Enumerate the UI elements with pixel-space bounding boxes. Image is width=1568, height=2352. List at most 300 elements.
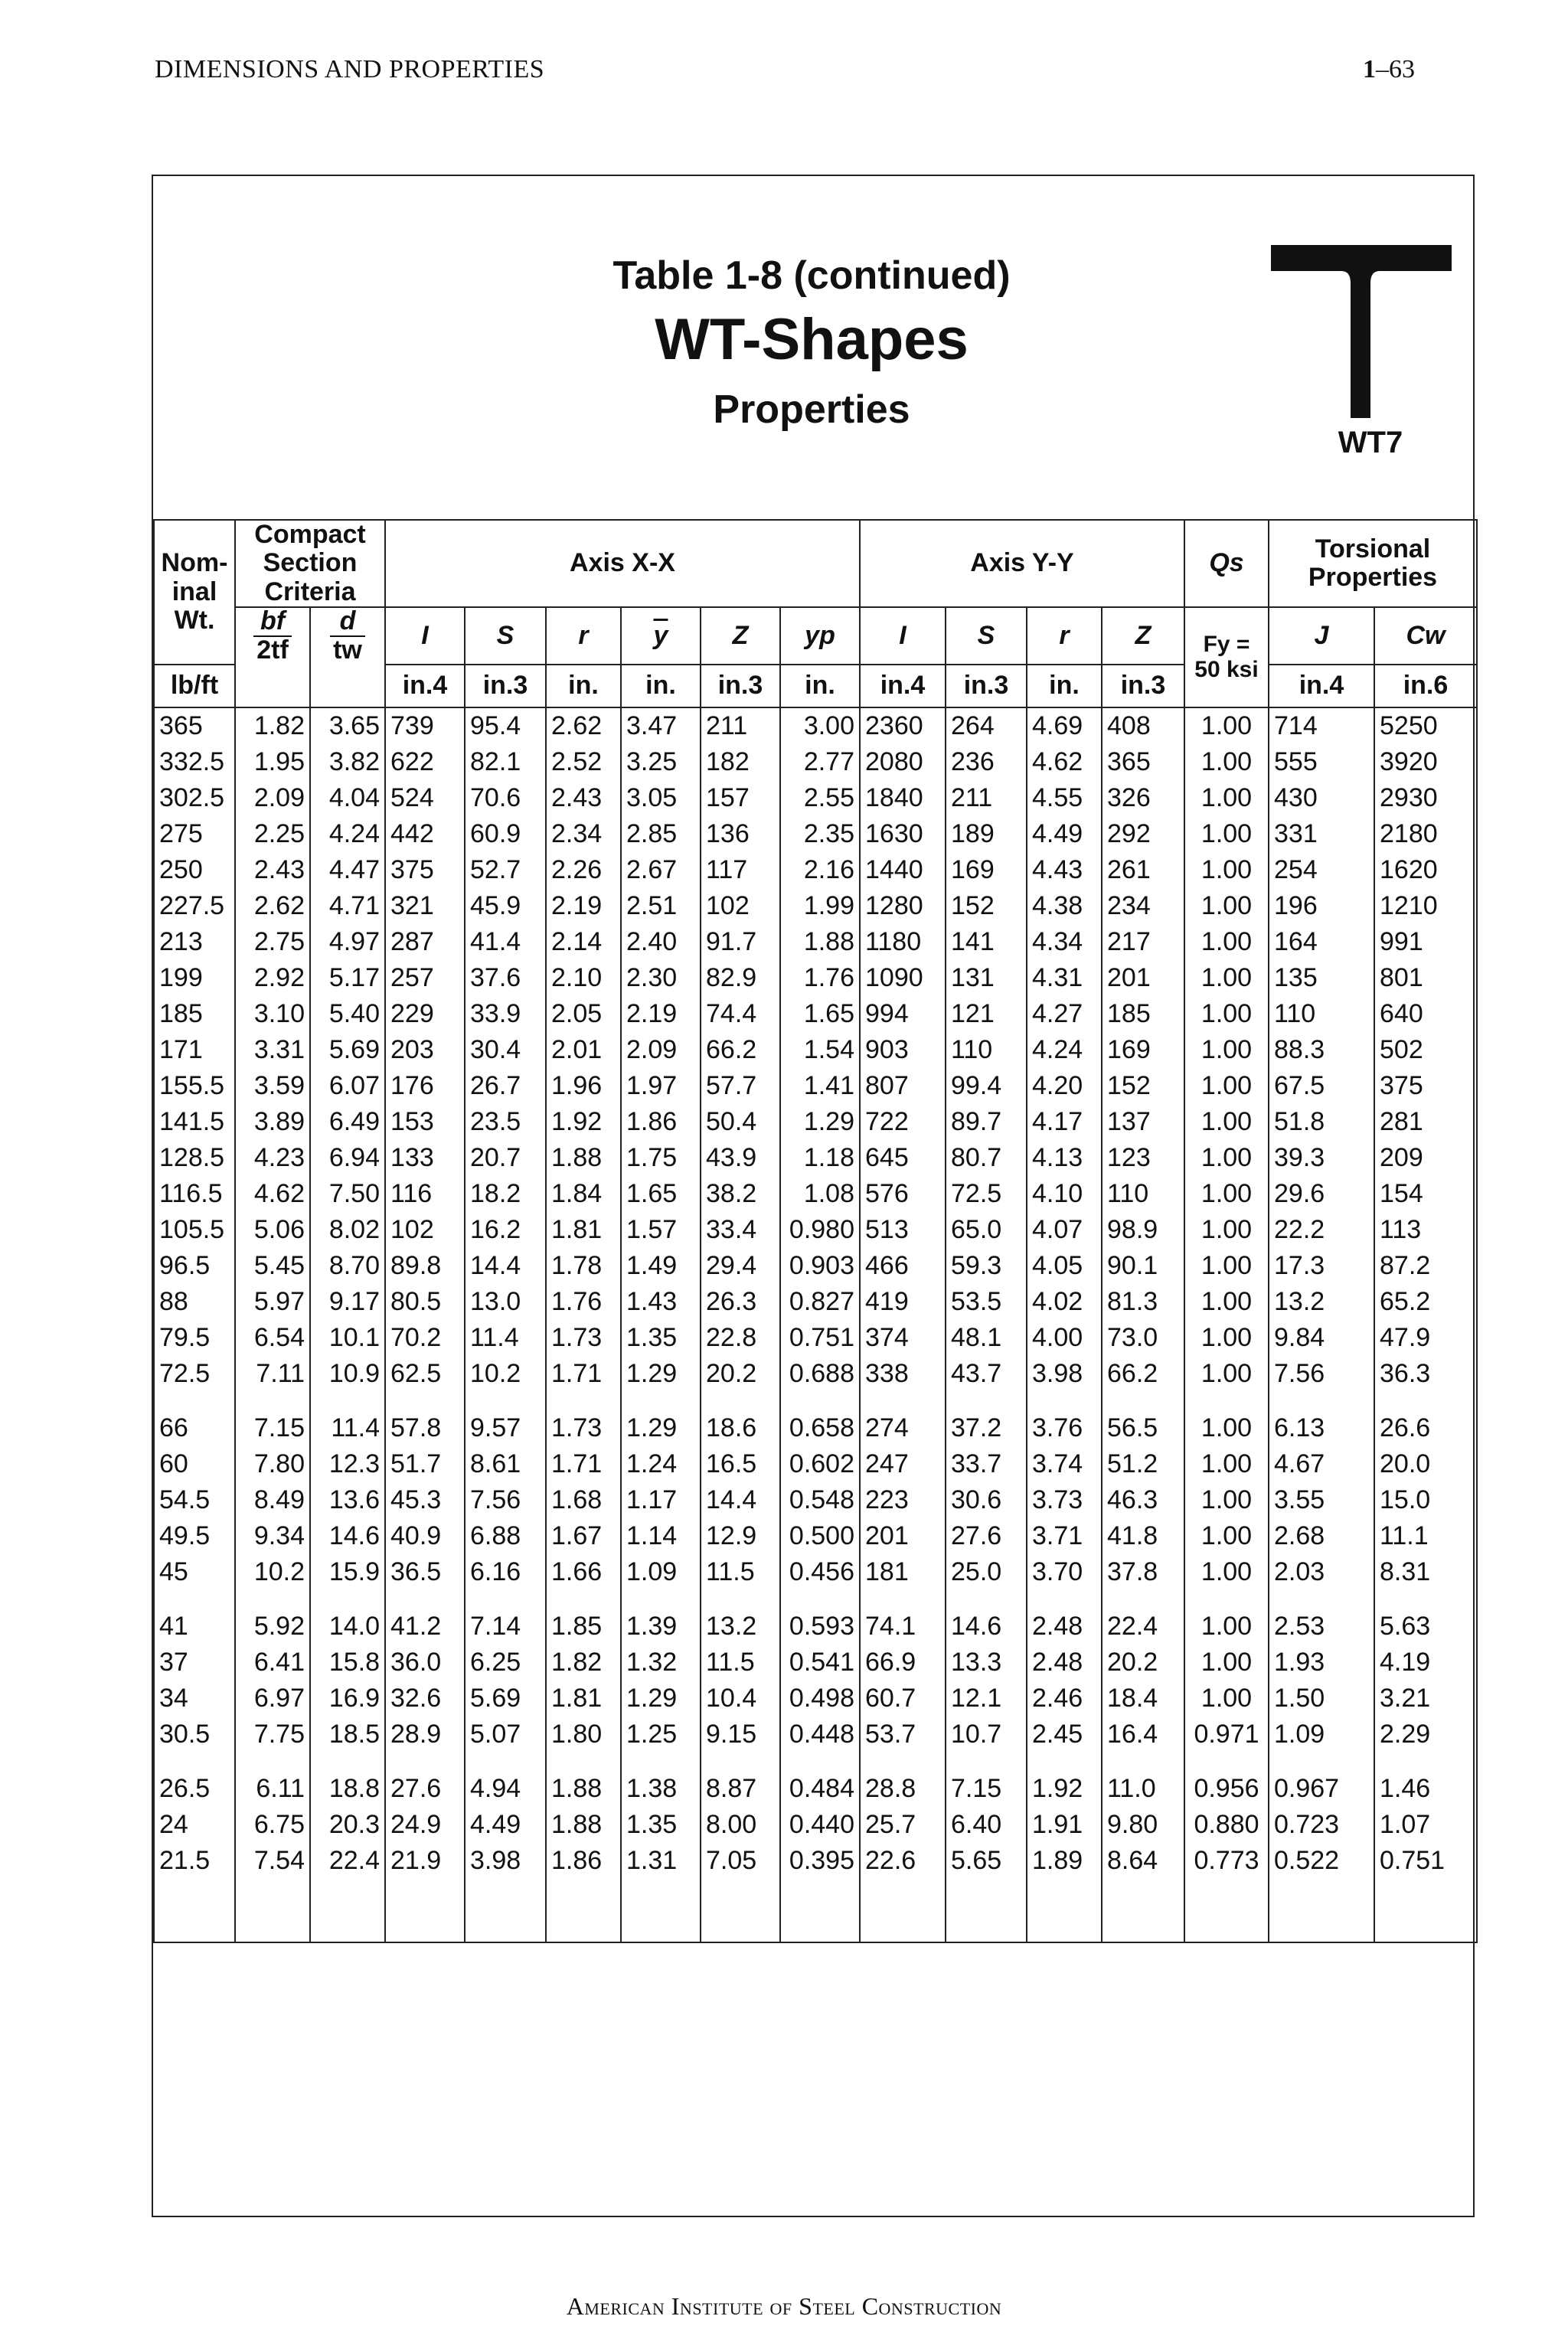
table-cell: 52.7 [465, 852, 546, 888]
table-cell: 4.55 [1027, 780, 1102, 816]
table-cell: 37.2 [946, 1410, 1027, 1446]
table-row [154, 1356, 1477, 1392]
table-cell: 74.1 [860, 1609, 946, 1645]
table-cell: 0.593 [780, 1609, 860, 1645]
table-cell: 3.00 [780, 707, 860, 744]
table-cell: 1.54 [780, 1032, 860, 1068]
end-cell [780, 1879, 860, 1942]
gap-cell [154, 1590, 235, 1609]
hdr-ry [1027, 607, 1102, 664]
zy-symbol: Z [1135, 620, 1152, 650]
table-cell: 0.484 [780, 1771, 860, 1807]
table-cell: 722 [860, 1104, 946, 1140]
table-cell: 1.24 [621, 1446, 701, 1482]
table-cell: 5.45 [235, 1248, 310, 1284]
gap-cell [385, 1753, 465, 1771]
table-cell: 5.06 [235, 1212, 310, 1248]
table-cell: 18.5 [310, 1717, 385, 1753]
table-cell: 9.84 [1269, 1320, 1374, 1356]
table-cell: 99.4 [946, 1068, 1027, 1104]
table-cell: 27.6 [385, 1771, 465, 1807]
table-cell: 4.13 [1027, 1140, 1102, 1176]
table-end [154, 1879, 1477, 1942]
table-cell: 1.29 [780, 1104, 860, 1140]
table-cell: 13.6 [310, 1482, 385, 1518]
fy-label: Fy = 50 ksi [1194, 632, 1259, 683]
table-cell: 1.88 [546, 1140, 621, 1176]
table-cell: 37 [154, 1645, 235, 1681]
table-cell: 0.880 [1184, 1807, 1269, 1843]
table-cell: 11.1 [1374, 1518, 1477, 1554]
table-cell: 4.02 [1027, 1284, 1102, 1320]
table-cell: 66 [154, 1410, 235, 1446]
table-row [154, 1807, 1477, 1843]
table-cell: 110 [946, 1032, 1027, 1068]
table-cell: 1.81 [546, 1212, 621, 1248]
table-cell: 3.70 [1027, 1554, 1102, 1590]
table-cell: 2.85 [621, 816, 701, 852]
torsional-label: Torsional Properties [1308, 534, 1438, 593]
table-cell: 8.70 [310, 1248, 385, 1284]
table-cell: 66.2 [701, 1032, 780, 1068]
table-cell: 1.71 [546, 1446, 621, 1482]
table-cell: 3.59 [235, 1068, 310, 1104]
table-cell: 4.47 [310, 852, 385, 888]
table-cell: 11.4 [465, 1320, 546, 1356]
table-cell: 1.43 [621, 1284, 701, 1320]
table-cell: 11.5 [701, 1554, 780, 1590]
gap-cell [701, 1590, 780, 1609]
table-cell: 365 [1102, 744, 1184, 780]
table-cell: 36.0 [385, 1645, 465, 1681]
table-cell: 53.5 [946, 1284, 1027, 1320]
table-cell: 10.4 [701, 1681, 780, 1717]
table-cell: 513 [860, 1212, 946, 1248]
gap-cell [1374, 1753, 1477, 1771]
table-row [154, 924, 1477, 960]
properties-table [153, 519, 1478, 1943]
page-number [1363, 55, 1415, 84]
table-cell: 4.07 [1027, 1212, 1102, 1248]
table-cell: 1.75 [621, 1140, 701, 1176]
table-cell: 14.4 [701, 1482, 780, 1518]
col-axis-xx: Axis X-X [385, 520, 860, 607]
table-cell: 3.74 [1027, 1446, 1102, 1482]
table-cell: 7.54 [235, 1843, 310, 1879]
table-cell: 2.25 [235, 816, 310, 852]
table-cell: 185 [154, 996, 235, 1032]
table-cell: 1.00 [1184, 924, 1269, 960]
table-cell: 23.5 [465, 1104, 546, 1140]
table-cell: 169 [946, 852, 1027, 888]
gap-cell [1374, 1590, 1477, 1609]
gap-cell [310, 1753, 385, 1771]
end-cell [1184, 1879, 1269, 1942]
table-cell: 2360 [860, 707, 946, 744]
unit-cw: in.6 [1374, 665, 1477, 707]
hdr-rx [546, 607, 621, 664]
col-nominal-weight: Nom- inal Wt. [154, 520, 235, 665]
table-cell: 2.77 [780, 744, 860, 780]
table-cell: 17.3 [1269, 1248, 1374, 1284]
table-cell: 13.2 [701, 1609, 780, 1645]
table-cell: 1.88 [546, 1807, 621, 1843]
table-cell: 59.3 [946, 1248, 1027, 1284]
table-cell: 88 [154, 1284, 235, 1320]
table-cell: 1.95 [235, 744, 310, 780]
gap-cell [465, 1392, 546, 1410]
table-cell: 16.2 [465, 1212, 546, 1248]
table-cell: 13.0 [465, 1284, 546, 1320]
table-cell: 1.97 [621, 1068, 701, 1104]
shape-designation: WT7 [1338, 426, 1403, 459]
table-cell: 12.1 [946, 1681, 1027, 1717]
table-cell: 6.94 [310, 1140, 385, 1176]
table-cell: 1630 [860, 816, 946, 852]
unit-sx: in.3 [465, 665, 546, 707]
table-row [154, 1717, 1477, 1753]
hdr-yp [780, 607, 860, 664]
table-cell: 1.00 [1184, 744, 1269, 780]
table-cell: 2.52 [546, 744, 621, 780]
end-cell [465, 1879, 546, 1942]
gap-cell [621, 1590, 701, 1609]
table-cell: 0.548 [780, 1482, 860, 1518]
table-cell: 739 [385, 707, 465, 744]
table-cell: 1.09 [621, 1554, 701, 1590]
table-cell: 2.55 [780, 780, 860, 816]
table-cell: 24 [154, 1807, 235, 1843]
unit-yp: in. [780, 665, 860, 707]
table-cell: 53.7 [860, 1717, 946, 1753]
table-cell: 2.09 [235, 780, 310, 816]
hdr-j [1269, 607, 1374, 664]
table-cell: 43.7 [946, 1356, 1027, 1392]
table-cell: 1.00 [1184, 1104, 1269, 1140]
table-cell: 201 [1102, 960, 1184, 996]
table-cell: 2.53 [1269, 1609, 1374, 1645]
table-cell: 3.31 [235, 1032, 310, 1068]
table-cell: 7.75 [235, 1717, 310, 1753]
table-cell: 4.43 [1027, 852, 1102, 888]
tw-symbol: tw [333, 635, 362, 665]
table-cell: 80.5 [385, 1284, 465, 1320]
gap-cell [465, 1753, 546, 1771]
table-cell: 292 [1102, 816, 1184, 852]
table-row [154, 1843, 1477, 1879]
gap-cell [946, 1753, 1027, 1771]
table-row [154, 1140, 1477, 1176]
table-cell: 95.4 [465, 707, 546, 744]
table-cell: 199 [154, 960, 235, 996]
table-cell: 30.4 [465, 1032, 546, 1068]
table-cell: 33.7 [946, 1446, 1027, 1482]
table-cell: 365 [154, 707, 235, 744]
table-cell: 1.38 [621, 1771, 701, 1807]
table-row [154, 1176, 1477, 1212]
table-cell: 10.2 [235, 1554, 310, 1590]
gap-cell [1102, 1753, 1184, 1771]
table-cell: 2.19 [621, 996, 701, 1032]
ybar-symbol: $\overline{y}$ [653, 620, 668, 650]
table-cell: 203 [385, 1032, 465, 1068]
table-cell: 13.2 [1269, 1284, 1374, 1320]
table-cell: 2.67 [621, 852, 701, 888]
table-cell: 5.97 [235, 1284, 310, 1320]
table-cell: 1.00 [1184, 1645, 1269, 1681]
table-cell: 2.10 [546, 960, 621, 996]
iy-symbol: I [899, 620, 906, 650]
table-cell: 1210 [1374, 888, 1477, 924]
table-cell: 0.602 [780, 1446, 860, 1482]
table-cell: 1.41 [780, 1068, 860, 1104]
table-cell: 9.57 [465, 1410, 546, 1446]
table-cell: 1.29 [621, 1410, 701, 1446]
table-cell: 5.69 [465, 1681, 546, 1717]
table-cell: 2.40 [621, 924, 701, 960]
table-cell: 34 [154, 1681, 235, 1717]
table-cell: 4.20 [1027, 1068, 1102, 1104]
table-cell: 18.2 [465, 1176, 546, 1212]
j-symbol: J [1314, 620, 1329, 650]
table-cell: 7.80 [235, 1446, 310, 1482]
table-cell: 7.11 [235, 1356, 310, 1392]
table-cell: 287 [385, 924, 465, 960]
table-cell: 0.751 [780, 1320, 860, 1356]
table-cell: 2.03 [1269, 1554, 1374, 1590]
table-cell: 37.8 [1102, 1554, 1184, 1590]
table-cell: 0.522 [1269, 1843, 1374, 1879]
table-cell: 0.971 [1184, 1717, 1269, 1753]
table-cell: 6.75 [235, 1807, 310, 1843]
table-cell: 2.29 [1374, 1717, 1477, 1753]
table-cell: 157 [701, 780, 780, 816]
table-cell: 274 [860, 1410, 946, 1446]
table-cell: 8.00 [701, 1807, 780, 1843]
table-cell: 121 [946, 996, 1027, 1032]
table-cell: 12.3 [310, 1446, 385, 1482]
gap-cell [310, 1392, 385, 1410]
table-cell: 807 [860, 1068, 946, 1104]
table-cell: 801 [1374, 960, 1477, 996]
table-cell: 181 [860, 1554, 946, 1590]
table-cell: 62.5 [385, 1356, 465, 1392]
table-cell: 1.00 [1184, 960, 1269, 996]
table-cell: 185 [1102, 996, 1184, 1032]
table-cell: 4.49 [465, 1807, 546, 1843]
col-compact-section-criteria [235, 520, 385, 607]
table-cell: 46.3 [1102, 1482, 1184, 1518]
table-cell: 48.1 [946, 1320, 1027, 1356]
table-cell: 25.7 [860, 1807, 946, 1843]
table-cell: 39.3 [1269, 1140, 1374, 1176]
table-row [154, 1482, 1477, 1518]
table-cell: 524 [385, 780, 465, 816]
table-cell: 1.68 [546, 1482, 621, 1518]
table-cell: 9.80 [1102, 1807, 1184, 1843]
table-cell: 0.456 [780, 1554, 860, 1590]
col-torsional-properties [1269, 520, 1477, 607]
table-cell: 21.5 [154, 1843, 235, 1879]
table-cell: 96.5 [154, 1248, 235, 1284]
gap-cell [1102, 1590, 1184, 1609]
table-cell: 0.751 [1374, 1843, 1477, 1879]
table-cell: 502 [1374, 1032, 1477, 1068]
end-cell [546, 1879, 621, 1942]
table-cell: 466 [860, 1248, 946, 1284]
table-cell: 2080 [860, 744, 946, 780]
table-cell: 3.98 [465, 1843, 546, 1879]
table-cell: 50.4 [701, 1104, 780, 1140]
table-cell: 8.61 [465, 1446, 546, 1482]
gap-cell [154, 1392, 235, 1410]
table-cell: 51.7 [385, 1446, 465, 1482]
table-cell: 375 [1374, 1068, 1477, 1104]
table-cell: 22.4 [310, 1843, 385, 1879]
table-cell: 1.00 [1184, 707, 1269, 744]
table-cell: 45.3 [385, 1482, 465, 1518]
table-cell: 4.24 [310, 816, 385, 852]
gap-cell [385, 1590, 465, 1609]
end-cell [310, 1879, 385, 1942]
unit-blank-2 [310, 665, 385, 707]
table-cell: 1.50 [1269, 1681, 1374, 1717]
table-cell: 152 [946, 888, 1027, 924]
table-cell: 2.48 [1027, 1609, 1102, 1645]
table-cell: 1.57 [621, 1212, 701, 1248]
unit-iy: in.4 [860, 665, 946, 707]
table-row [154, 1410, 1477, 1446]
table-cell: 128.5 [154, 1140, 235, 1176]
bf-symbol: bf [253, 608, 292, 637]
table-cell: 10.2 [465, 1356, 546, 1392]
table-cell: 11.5 [701, 1645, 780, 1681]
gap-cell [1102, 1392, 1184, 1410]
table-cell: 1.73 [546, 1410, 621, 1446]
table-cell: 2.14 [546, 924, 621, 960]
table-cell: 33.4 [701, 1212, 780, 1248]
table-cell: 6.41 [235, 1645, 310, 1681]
gap-cell [946, 1590, 1027, 1609]
table-cell: 20.2 [701, 1356, 780, 1392]
table-cell: 1.92 [1027, 1771, 1102, 1807]
table-cell: 2.48 [1027, 1645, 1102, 1681]
table-cell: 6.25 [465, 1645, 546, 1681]
table-cell: 41.8 [1102, 1518, 1184, 1554]
table-cell: 9.15 [701, 1717, 780, 1753]
table-row [154, 707, 1477, 744]
table-cell: 6.54 [235, 1320, 310, 1356]
end-cell [701, 1879, 780, 1942]
table-cell: 1.00 [1184, 1068, 1269, 1104]
table-cell: 2.43 [546, 780, 621, 816]
gap-cell [860, 1392, 946, 1410]
table-cell: 645 [860, 1140, 946, 1176]
table-cell: 8.31 [1374, 1554, 1477, 1590]
table-cell: 10.7 [946, 1717, 1027, 1753]
table-cell: 5.92 [235, 1609, 310, 1645]
table-cell: 4.24 [1027, 1032, 1102, 1068]
table-cell: 18.8 [310, 1771, 385, 1807]
unit-ry: in. [1027, 665, 1102, 707]
table-cell: 254 [1269, 852, 1374, 888]
table-subtitle: Properties [713, 387, 910, 432]
table-cell: 14.6 [946, 1609, 1027, 1645]
table-cell: 1.00 [1184, 1681, 1269, 1717]
table-cell: 622 [385, 744, 465, 780]
table-cell: 164 [1269, 924, 1374, 960]
table-cell: 3.10 [235, 996, 310, 1032]
table-cell: 1.00 [1184, 1356, 1269, 1392]
table-cell: 2.62 [235, 888, 310, 924]
table-cell: 419 [860, 1284, 946, 1320]
table-cell: 2.30 [621, 960, 701, 996]
table-cell: 640 [1374, 996, 1477, 1032]
table-cell: 4.71 [310, 888, 385, 924]
gap-cell [1027, 1392, 1102, 1410]
table-cell: 1.78 [546, 1248, 621, 1284]
table-cell: 45.9 [465, 888, 546, 924]
table-cell: 1.49 [621, 1248, 701, 1284]
table-cell: 4.17 [1027, 1104, 1102, 1140]
gap-cell [1184, 1392, 1269, 1410]
table-cell: 30.6 [946, 1482, 1027, 1518]
table-cell: 257 [385, 960, 465, 996]
table-cell: 1.00 [1184, 780, 1269, 816]
table-cell: 4.67 [1269, 1446, 1374, 1482]
table-cell: 275 [154, 816, 235, 852]
gap-cell [621, 1753, 701, 1771]
gap-cell [780, 1392, 860, 1410]
table-cell: 576 [860, 1176, 946, 1212]
table-cell: 2.09 [621, 1032, 701, 1068]
table-cell: 0.827 [780, 1284, 860, 1320]
table-cell: 54.5 [154, 1482, 235, 1518]
table-row [154, 1320, 1477, 1356]
table-cell: 261 [1102, 852, 1184, 888]
table-cell: 4.31 [1027, 960, 1102, 996]
table-cell: 22.4 [1102, 1609, 1184, 1645]
table-cell: 32.6 [385, 1681, 465, 1717]
table-cell: 24.9 [385, 1807, 465, 1843]
table-cell: 116.5 [154, 1176, 235, 1212]
table-cell: 41.2 [385, 1609, 465, 1645]
gap-cell [465, 1590, 546, 1609]
table-cell: 60 [154, 1446, 235, 1482]
table-row [154, 1681, 1477, 1717]
table-cell: 1620 [1374, 852, 1477, 888]
table-cell: 1.92 [546, 1104, 621, 1140]
table-cell: 90.1 [1102, 1248, 1184, 1284]
table-cell: 176 [385, 1068, 465, 1104]
table-cell: 4.04 [310, 780, 385, 816]
table-cell: 18.6 [701, 1410, 780, 1446]
table-cell: 5.65 [946, 1843, 1027, 1879]
group-gap [154, 1392, 1477, 1410]
table-cell: 5250 [1374, 707, 1477, 744]
table-cell: 1.25 [621, 1717, 701, 1753]
table-row [154, 816, 1477, 852]
table-cell: 11.0 [1102, 1771, 1184, 1807]
gap-cell [154, 1753, 235, 1771]
table-cell: 8.02 [310, 1212, 385, 1248]
table-cell: 1.71 [546, 1356, 621, 1392]
table-cell: 131 [946, 960, 1027, 996]
table-cell: 6.49 [310, 1104, 385, 1140]
table-row [154, 1771, 1477, 1807]
table-cell: 20.7 [465, 1140, 546, 1176]
table-cell: 66.2 [1102, 1356, 1184, 1392]
